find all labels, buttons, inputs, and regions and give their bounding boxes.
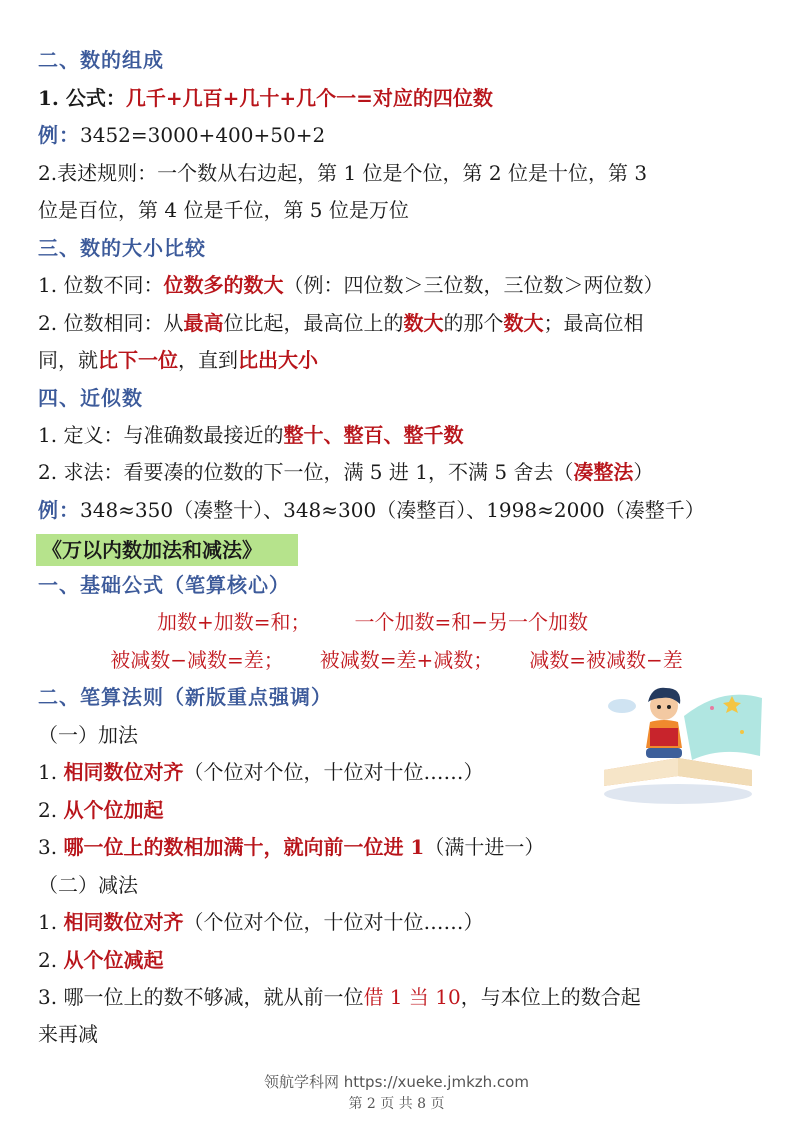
subtraction-rule-3-b: ，与本位上的数合起 [460, 985, 641, 1009]
formula-addend: 一个加数=和−另一个加数 [354, 610, 589, 634]
rule-line-a: 2.表述规则：一个数从右边起，第 1 位是个位，第 2 位是十位，第 3 [38, 161, 648, 185]
approx-example [38, 496, 705, 524]
compare-1-key: 位数多的数大 [163, 273, 284, 297]
subtraction-rule-2-key: 从个位减起 [63, 948, 164, 972]
compare-line-1 [38, 271, 663, 299]
addition-rule-2 [38, 796, 163, 824]
formula-line [38, 84, 493, 112]
subtraction-rule-1-num: 1. [38, 910, 64, 934]
addition-title: （一）加法 [38, 723, 138, 747]
addition-rule-1-num: 1. [38, 760, 64, 784]
addition-rule-1-note: （个位对个位，十位对十位……） [183, 760, 484, 784]
compare-2-e: 的那个 [443, 311, 504, 335]
compare-line-2 [38, 309, 643, 337]
section-heading-basic-formula: 一、基础公式（笔算核心） [38, 573, 290, 597]
addition-rule-3-num: 3. [38, 835, 64, 859]
approx-def-key: 整十、整百、整千数 [283, 423, 464, 447]
compare-3-a: 同，就 [38, 348, 98, 372]
formula-sub: 被减数−减数=差； [110, 648, 284, 672]
approx-definition [38, 421, 463, 449]
subtraction-rule-3-a: 3. 哪一位上的数不够减，就从前一位 [38, 985, 364, 1009]
approx-method-prefix: 2. 求法：看要凑的位数的下一位，满 5 进 1，不满 5 舍去（ [38, 460, 574, 484]
formula-add: 加数+加数=和； [156, 610, 311, 634]
subtraction-rule-1-key: 相同数位对齐 [63, 910, 184, 934]
approx-example-text: 348≈350（凑整十）、348≈300（凑整百）、1998≈2000（凑整千） [80, 498, 705, 522]
section-heading-written-rules: 二、笔算法则（新版重点强调） [38, 685, 332, 709]
compare-1-suffix: （例：四位数＞三位数，三位数＞两位数） [283, 273, 664, 297]
addition-rule-3 [38, 833, 544, 861]
section-heading-approx: 四、近似数 [38, 386, 143, 410]
section-heading-compare: 三、数的大小比较 [38, 236, 206, 260]
subtraction-rule-3-cont: 来再减 [38, 1022, 98, 1046]
approx-method [38, 458, 653, 486]
compare-3-c: ，直到 [178, 348, 238, 372]
compare-2-b: 最高 [183, 311, 224, 335]
addition-rule-2-num: 2. [38, 798, 64, 822]
formula-row-1 [0, 608, 769, 636]
boy-reading-book-icon [592, 676, 764, 808]
compare-3-d: 比出大小 [238, 348, 318, 372]
compare-1-prefix: 1. 位数不同： [38, 273, 164, 297]
example-label: 例： [38, 123, 80, 147]
subtraction-rule-3-key: 借 1 当 10 [363, 985, 461, 1009]
chapter-banner [36, 534, 298, 566]
compare-3-b: 比下一位 [98, 348, 178, 372]
subtraction-title: （二）减法 [38, 873, 138, 897]
section-heading-composition: 二、数的组成 [38, 48, 164, 72]
formula-row-2 [0, 646, 793, 674]
chapter-banner-title: 《万以内数加法和减法》 [42, 538, 262, 562]
addition-rule-3-key: 哪一位上的数相加满十，就向前一位进 1 [63, 835, 425, 859]
compare-line-3 [38, 346, 318, 374]
subtraction-rule-3 [38, 983, 641, 1011]
formula-subtrahend: 减数=被减数−差 [529, 648, 683, 672]
addition-rule-1 [38, 758, 483, 786]
footer-site: 领航学科网 https://xueke.jmkzh.com [264, 1073, 529, 1091]
subtraction-rule-1 [38, 908, 483, 936]
formula-label: 1. 公式： [38, 86, 126, 110]
compare-2-d: 数大 [403, 311, 444, 335]
example-text: 3452=3000+400+50+2 [80, 123, 326, 147]
approx-method-suffix: ） [633, 460, 654, 484]
formula-minuend: 被减数=差+减数； [319, 648, 494, 672]
approx-method-key: 凑整法 [573, 460, 634, 484]
approx-def-prefix: 1. 定义：与准确数最接近的 [38, 423, 284, 447]
subtraction-rule-1-note: （个位对个位，十位对十位……） [183, 910, 484, 934]
formula-text: 几千+几百+几十+几个一=对应的四位数 [125, 86, 493, 110]
approx-example-label: 例： [38, 498, 80, 522]
subtraction-rule-2-num: 2. [38, 948, 64, 972]
addition-rule-3-note: （满十进一） [424, 835, 545, 859]
addition-rule-1-key: 相同数位对齐 [63, 760, 184, 784]
rule-line-b: 位是百位，第 4 位是千位，第 5 位是万位 [38, 198, 409, 222]
compare-2-a: 2. 位数相同：从 [38, 311, 184, 335]
compare-2-f: 数大 [503, 311, 544, 335]
addition-rule-2-key: 从个位加起 [63, 798, 164, 822]
example-line [38, 121, 325, 149]
compare-2-c: 位比起，最高位上的 [223, 311, 404, 335]
compare-2-g: ；最高位相 [543, 311, 644, 335]
subtraction-rule-2 [38, 946, 163, 974]
footer-page-number: 第 2 页 共 8 页 [348, 1096, 445, 1112]
